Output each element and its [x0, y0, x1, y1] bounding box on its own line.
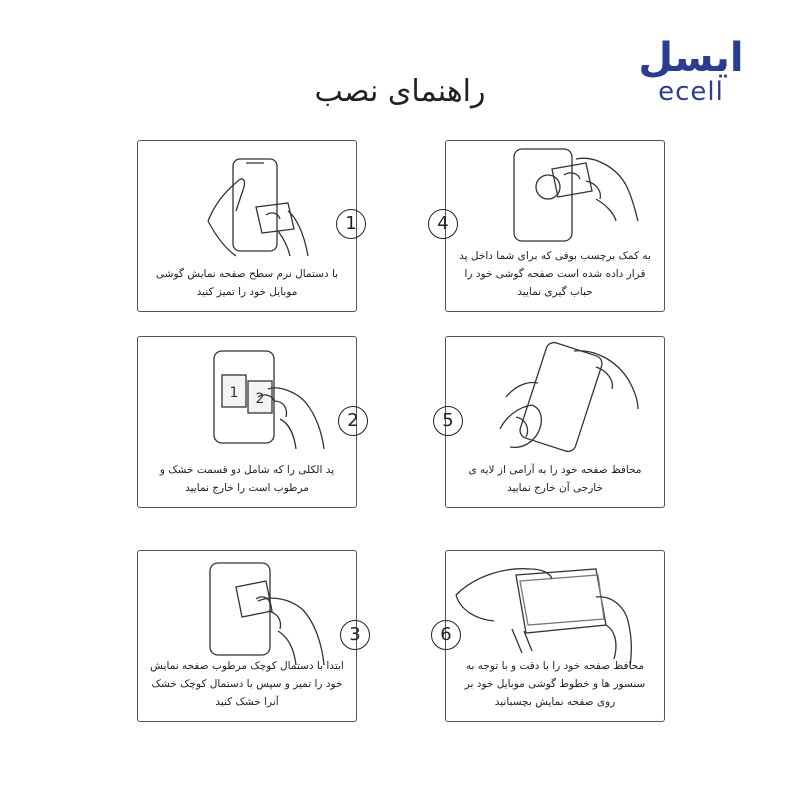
wipe-screen-illustration: [138, 551, 358, 671]
logo-latin-text: ecell: [658, 77, 724, 107]
pad-part-2-label: 2: [255, 391, 265, 407]
step-3-caption: ابتدا با دستمال کوچک مرطوب صفحه نمایش خود را تمیز و سپس با دستمال کوچک خشک آنرا خشک کنید: [150, 660, 344, 708]
step-6-card: [445, 550, 665, 722]
apply-protector-illustration: [446, 551, 666, 671]
peel-protector-illustration: [446, 337, 666, 457]
step-1-card: [137, 140, 357, 312]
step-2-number: 2: [338, 406, 368, 436]
step-1-number: 1: [336, 209, 366, 239]
step-4-number: 4: [428, 209, 458, 239]
page-title: راهنمای نصب: [314, 74, 486, 109]
clean-screen-illustration: [138, 141, 358, 261]
pad-part-1-label: 1: [229, 385, 239, 401]
step-3-number: 3: [340, 620, 370, 650]
step-2-caption: پد الکلی را که شامل دو قسمت خشک و مرطوب است را خارج نمایید: [159, 464, 335, 494]
logo-persian-text: ایسل: [638, 35, 744, 81]
step-4-caption: به کمک برچسب بوفی که برای شما داخل پد قرار داده شده است صفحه گوشی خود را حباب گیری نمایید: [459, 250, 651, 298]
step-5-card: [445, 336, 665, 508]
step-6-caption: محافظ صفحه خود را با دقت و با توجه به سنسور ها و خطوط گوشی موبایل خود بر روی صفحه نمایش بچسبانید: [464, 660, 646, 708]
dust-sticker-illustration: [446, 141, 666, 261]
step-1-caption: با دستمال نرم سطح صفحه نمایش گوشی موبایل خود را تمیز کنید: [155, 268, 339, 298]
step-5-caption: محافظ صفحه خود را به آرامی از لایه ی خارجی آن خارج نمایید: [468, 464, 642, 494]
step-3-card: [137, 550, 357, 722]
step-6-number: 6: [431, 620, 461, 650]
step-5-number: 5: [433, 406, 463, 436]
step-2-card: [137, 336, 357, 508]
brand-logo: [626, 34, 756, 106]
step-4-card: [445, 140, 665, 312]
alcohol-pad-illustration: [138, 337, 358, 457]
